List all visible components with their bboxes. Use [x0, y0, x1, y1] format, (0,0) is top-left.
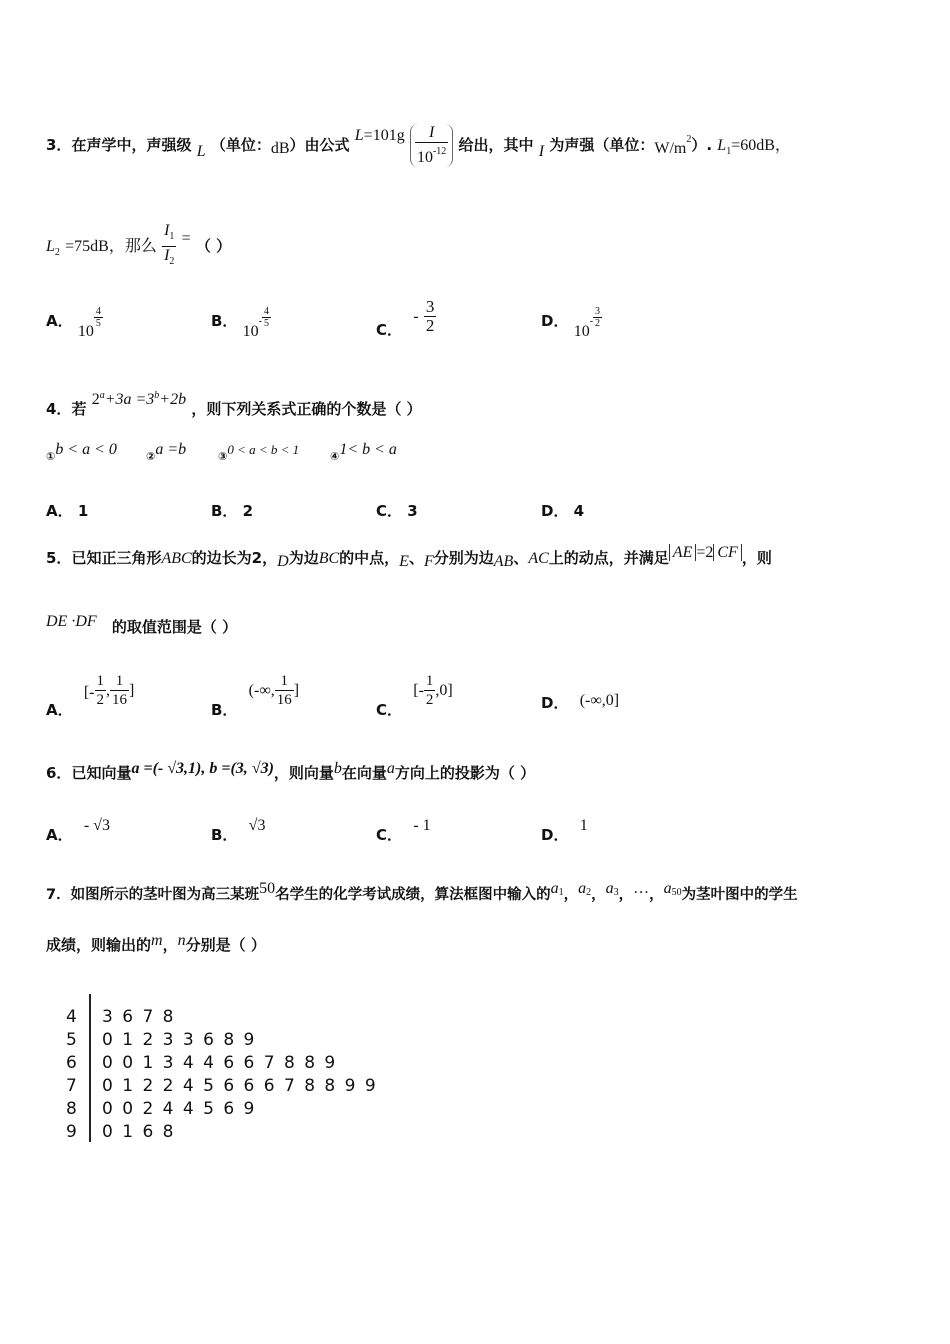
q5-line2: DE ·DF 的取值范围是（ ）: [46, 613, 238, 636]
q5-number: 5．: [46, 549, 72, 567]
q6-option-c[interactable]: C． - 1: [376, 817, 431, 844]
q7-number: 7．: [46, 887, 71, 903]
q4-number: 4．: [46, 400, 72, 418]
q4-choice-1: $_①$b < a < 0: [46, 441, 117, 463]
q3-option-c[interactable]: C． - $\frac{3}{2}$: [376, 297, 435, 339]
q3-option-a[interactable]: A． 10 $\frac{4}{5}$: [46, 306, 101, 340]
stem-leaf-row: 8 0 0 2 4 4 5 6 9: [66, 1099, 255, 1119]
stem-leaf-row: 4 3 6 7 8: [66, 1007, 174, 1027]
stem-leaf-row: 7 0 1 2 2 4 5 6 6 6 7 8 8 9 9: [66, 1076, 376, 1096]
q4-option-c[interactable]: C． 3: [376, 502, 418, 520]
stem-leaf-row: 5 0 1 2 3 3 6 8 9: [66, 1030, 255, 1050]
q4-option-a[interactable]: A． 1: [46, 502, 89, 520]
q4-choice-3: $_③$0 < a < b < 1: [218, 442, 300, 463]
q4-choice-4: $_④$1< b < a: [330, 441, 397, 463]
q4-choice-2: $_②$a =b: [146, 441, 187, 463]
q3-l2-value: =75dB，那么: [65, 238, 157, 255]
q5-option-b[interactable]: B． (-∞, $\frac{1}{16}$ ]: [211, 673, 300, 719]
q5-option-d[interactable]: D． (-∞,0]: [541, 692, 620, 712]
q3-option-d[interactable]: D． 10- $\frac{3}{2}$: [541, 306, 601, 340]
q6-option-b[interactable]: B． √3: [211, 817, 266, 844]
q3-formula-paren: [410, 124, 453, 167]
q6-line1: 6．已知向量a =(- √3,1), b =(3, √3)，则向量b在向量a方向上的投影为（ ）: [46, 760, 536, 782]
q5-line1: 5．已知正三角形ABC的边长为2，D为边BC的中点，E、F分别为边AB、AC上的动点，并满足 AE =2 CF ，则: [46, 544, 772, 570]
q6-option-d[interactable]: D． 1: [541, 817, 588, 844]
q7-line1: 7．如图所示的茎叶图为高三某班50名学生的化学考试成绩，算法框图中输入的$a^1$，$a^2$，$a^3$，…，$a^{50}$为茎叶图中的学生: [46, 880, 798, 903]
q3-formula-fraction: $\frac{I}{10^{-12}}$: [416, 124, 447, 166]
q3-option-b[interactable]: B． 10- $\frac{4}{5}$: [211, 306, 270, 340]
stem-leaf-row: 9 0 1 6 8: [66, 1122, 174, 1142]
q4-option-b[interactable]: B． 2: [211, 502, 254, 520]
stem-leaf-row: 6 0 0 1 3 4 4 6 6 7 8 8 9: [66, 1053, 336, 1073]
q5-option-a[interactable]: A． [- $\frac{1}{2}$ , $\frac{1}{16}$ ]: [46, 673, 135, 719]
stem-leaf-plot: [66, 1006, 376, 1144]
q3-line1: 3．在声学中，声强级 L （单位：dB）由公式 L=101g $\frac{I}{10^{-12}}$ 给出，其中 I 为声强（单位：$W/m^2$）. $L_1=60dB$，: [46, 124, 791, 166]
q3-line2: $L_2 =75dB$，那么 $\frac{I_1}{I_2}$ = （ ）: [46, 222, 910, 271]
q3-number: 3．: [46, 136, 72, 154]
q4-line1: 4．若 $2^a+3a =3^b+2b$ ，则下列关系式正确的个数是（ ）: [46, 390, 422, 418]
q3-ratio-fraction: $\frac{I_1}{I_2}$: [164, 222, 175, 267]
q6-option-a[interactable]: A． - √3: [46, 817, 110, 844]
q4-option-d[interactable]: D． 4: [541, 502, 585, 520]
q7-line2: 成绩，则输出的m，n分别是（ ）: [46, 932, 266, 954]
q6-number: 6．: [46, 764, 72, 782]
q5-option-c[interactable]: C． [- $\frac{1}{2}$ ,0]: [376, 673, 453, 719]
